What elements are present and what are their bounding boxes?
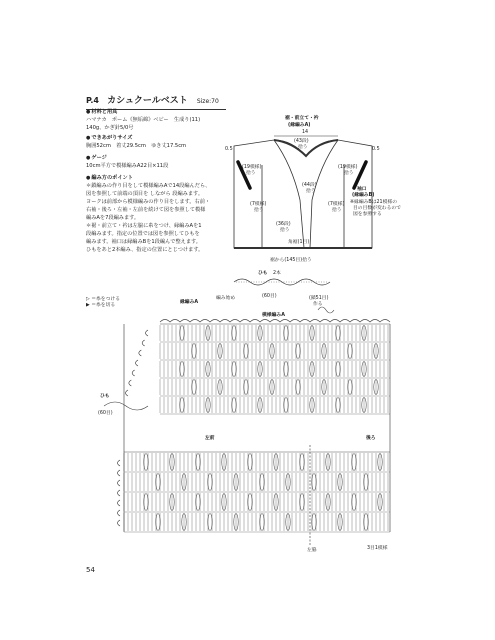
left-side-label: 左脇	[307, 548, 317, 553]
edge-shell	[142, 340, 145, 346]
pattern-title: カシュクールベスト	[107, 96, 188, 106]
body-shell	[208, 474, 212, 491]
legend-cut: ▶ ＝糸を切る	[86, 303, 116, 308]
sleeve-note-3: 図を参照する	[353, 212, 382, 217]
yoke-shell	[348, 380, 352, 395]
yoke-shell	[296, 380, 300, 395]
right-rows: (19模様)	[338, 165, 358, 170]
back-label: 後ろ	[366, 436, 376, 441]
edge-shell	[132, 370, 135, 376]
body-shell	[364, 474, 368, 491]
body-shell	[144, 494, 148, 511]
edge-shell	[139, 350, 142, 356]
tie-note: (鎖51目)	[309, 296, 329, 301]
body-shell	[248, 494, 252, 511]
points-line-4: 右袖・後ろ・左袖・左前を続けて図を参照して模様	[86, 207, 206, 213]
right-pick: 拾う	[344, 171, 354, 176]
cord-stitches: (60目)	[262, 294, 277, 299]
points-heading: ● 編み方のポイント	[86, 174, 231, 182]
yoke-shell	[336, 326, 340, 341]
left-pick: 拾う	[246, 171, 256, 176]
body-shell	[312, 474, 316, 491]
yoke-shell	[180, 326, 184, 341]
edge-shell	[118, 490, 121, 496]
cord-count: 2本	[273, 271, 281, 276]
yoke-shell	[192, 344, 196, 359]
left-inner: (7模様)	[250, 202, 267, 207]
yoke-shell	[244, 344, 248, 359]
points-line-2: 図を参照して前端の頂目を しながら 段編みます。	[86, 191, 204, 197]
sleeve-title: 袖口	[357, 187, 367, 192]
body-shell	[156, 474, 160, 491]
left-half: 0.5	[225, 147, 233, 152]
left-inner-pick: 拾う	[254, 208, 264, 213]
body-shell	[352, 454, 356, 471]
points-line-3: ヨークは前部から模様編みの作り目をします。右前・	[86, 199, 211, 205]
edge-shell	[118, 510, 121, 516]
edge-shell	[118, 480, 121, 486]
yoke-shell	[232, 326, 236, 341]
body-shell	[312, 514, 316, 531]
body-shell	[248, 454, 252, 471]
cord-stitch-count: (60目)	[98, 411, 113, 416]
sleeve-note-2: 目の目数が変わるので	[353, 206, 401, 211]
points-line-1: ＊鎖編みの作り目をして模様編みAで14段編んだら、	[86, 183, 211, 189]
cord-start: 編み始め	[216, 296, 236, 301]
legend-attach: ▷ ＝糸をつける	[86, 297, 120, 302]
points-line-9: ひもをあと2本編み、指定の位置にとじつけます。	[86, 247, 204, 253]
cord-title: ひも	[258, 271, 268, 276]
body-shell	[300, 454, 304, 471]
center-a-pick: 拾う	[280, 228, 290, 233]
center-a: (36段)	[276, 222, 291, 227]
sleeve-note-1: ※縁編みBは21模様の	[350, 200, 397, 205]
points-line-5: 編みAを7段編みます。	[86, 215, 140, 221]
materials-heading: ● 材料と用具	[86, 108, 231, 116]
yoke-shell	[336, 398, 340, 413]
body-shell	[196, 454, 200, 471]
right-inner: (7模様)	[328, 202, 345, 207]
body-shell	[196, 494, 200, 511]
yoke-shell	[180, 398, 184, 413]
right-half: 0.5	[372, 147, 380, 152]
gauge-line: 10cm平方で模様編みA22目×11段	[86, 163, 169, 169]
edge-shell	[118, 500, 121, 506]
edge-shell	[126, 390, 129, 396]
body-shell	[208, 514, 212, 531]
yoke-shell	[180, 362, 184, 377]
pattern-label: 模様編みA	[262, 313, 285, 318]
gauge-heading: ● ゲージ	[86, 154, 231, 162]
scallop-edge	[160, 320, 390, 323]
page-number: 54	[86, 566, 95, 574]
cord-label: ひも	[100, 394, 110, 399]
yoke-shell	[296, 344, 300, 359]
body-shell	[260, 474, 264, 491]
edge-label: 縁編みA	[180, 300, 199, 305]
right-inner-pick: 拾う	[332, 208, 342, 213]
tie-make: 作る	[313, 302, 323, 307]
yoke-shell	[232, 398, 236, 413]
points-line-8: 編みます。袖口は縁編みBを1段編んで整えます。	[86, 239, 201, 245]
size-label: Size:70	[196, 98, 219, 105]
body-shell	[144, 454, 148, 471]
corner-label: 角裾(1目)	[288, 240, 310, 245]
left-front-label: 左前	[205, 436, 215, 441]
body-shell	[352, 494, 356, 511]
yoke-shell	[232, 362, 236, 377]
cord-squiggle	[104, 402, 148, 410]
edge-shell	[118, 460, 121, 466]
edge-shell	[129, 380, 132, 386]
sleeve-subtitle: (縁編みB)	[352, 193, 375, 198]
finished-size-line: 胸囲52cm 着丈29.5cm ゆき丈17.5cm	[86, 143, 187, 149]
finished-size-heading: ● できあがりサイズ	[86, 134, 231, 142]
center-rows: (44段)	[302, 183, 317, 188]
yoke-shell	[284, 398, 288, 413]
page-reference: P.4	[86, 96, 99, 105]
body-shell	[364, 514, 368, 531]
width-label: 14	[302, 130, 309, 135]
edge-subtitle: (縁編みA)	[288, 123, 311, 128]
edge-shell	[118, 470, 121, 476]
yoke-shell	[284, 326, 288, 341]
edge-shell	[146, 330, 149, 336]
points-line-7: 段編みます。指定の位置では図を参照してひもを	[86, 231, 200, 237]
third-pattern-label: 3目1模様	[367, 546, 388, 551]
edge-shell	[118, 520, 121, 526]
tie-chain	[318, 307, 334, 313]
hem-label: 裾から(145目)拾う	[270, 258, 312, 263]
edge-title: 裾・前立て・衿	[285, 116, 319, 121]
materials-line-2: 140g、かぎ針5/0号	[86, 125, 134, 131]
materials-line-1: ハマナカ ポーム《無垢綿》ベビー 生成り(11)	[86, 117, 201, 123]
yoke-shell	[336, 362, 340, 377]
center-pick: 拾う	[306, 189, 316, 194]
yoke-shell	[244, 380, 248, 395]
yoke-shell	[348, 344, 352, 359]
left-rows: (19模様)	[242, 165, 262, 170]
body-shell	[260, 514, 264, 531]
body-shell	[156, 514, 160, 531]
points-line-6: ＊裾・前立て・衿は左脇に糸をつけ、縁編みAを1	[86, 223, 202, 229]
neck-rows: (43段)	[294, 139, 309, 144]
body-shell	[300, 494, 304, 511]
yoke-shell	[284, 362, 288, 377]
edge-shell	[136, 360, 139, 366]
neck-pick: 拾う	[298, 145, 308, 150]
yoke-shell	[192, 380, 196, 395]
